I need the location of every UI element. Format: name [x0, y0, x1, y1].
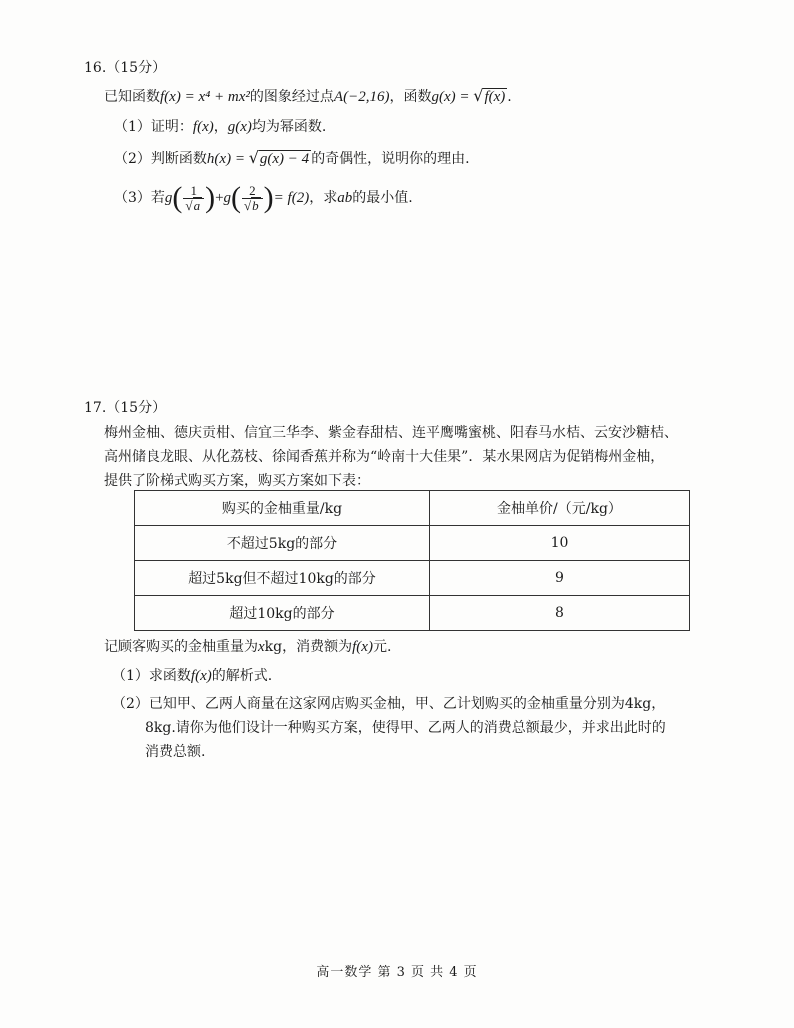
table-row [135, 596, 690, 631]
q16-stem-b: 的图象经过点 [249, 89, 334, 105]
q16-p3-tail: ，求 [309, 190, 338, 206]
q17-after-c: 元. [372, 639, 392, 655]
q16-p3-den1-var: a [193, 197, 201, 213]
q16-point: A(−2,16) [333, 89, 390, 105]
q16-stem-a: 已知函数 [104, 89, 160, 105]
table-cell: 9 [430, 561, 690, 596]
q16-header: 16.（15分） [84, 60, 167, 76]
q16-part2 [114, 148, 470, 169]
q17-after-x: x [258, 639, 265, 655]
q16-p3-g2: g [223, 190, 232, 206]
q17-part2-line1: （2）已知甲、乙两人商量在这家网店购买金柚，甲、乙计划购买的金柚重量分别为4kg， [112, 696, 666, 712]
q17-after-table [104, 637, 391, 657]
sqrt-icon: √ [473, 86, 484, 105]
table-row [135, 561, 690, 596]
q16-p3-g1: g [164, 190, 173, 206]
q16-p3-frac2 [242, 184, 263, 213]
q17-after-a: 记顾客购买的金柚重量为 [104, 639, 258, 655]
q17-part1 [112, 666, 272, 686]
q17-line3: 提供了阶梯式购买方案，购买方案如下表： [104, 473, 370, 489]
q16-p3-eq: = f(2) [273, 190, 310, 206]
q16-p3-den2 [242, 199, 263, 213]
table-cell: 10 [430, 526, 690, 561]
q16-p2-tail: 的奇偶性，说明你的理由. [311, 151, 470, 167]
q17-line1: 梅州金柚、德庆贡柑、信宜三华李、紫金春甜桔、连平鹰嘴蜜桃、阳春马水桔、云安沙糖桔、 [104, 425, 678, 441]
sqrt-icon: √ [244, 197, 252, 213]
table-header-cell: 金柚单价/（元/kg） [430, 491, 690, 526]
q16-g-def: g(x) = [431, 89, 474, 105]
table-cell: 超过10kg的部分 [135, 596, 430, 631]
q16-p1-g: g(x) [227, 119, 252, 135]
table-header-cell: 购买的金柚重量/kg [135, 491, 430, 526]
q17-p1-a: （1）求函数 [112, 668, 191, 684]
q16-stem [104, 86, 512, 107]
q16-p3-label: （3）若 [114, 190, 165, 206]
q16-p1-tail: 均为幂函数. [251, 119, 327, 135]
right-paren-icon: ) [205, 181, 216, 214]
q17-after-f: f(x) [352, 639, 373, 655]
page-footer: 高一数学 第 3 页 共 4 页 [316, 965, 478, 980]
q17-part2-line2: 8kg.请你为他们设计一种购买方案，使得甲、乙两人的消费总额最少，并求出此时的 [145, 720, 666, 736]
q16-p3-end: 的最小值. [352, 190, 413, 206]
table-header-row [135, 491, 690, 526]
sqrt-icon: √ [248, 148, 259, 167]
q16-stem-c: ，函数 [389, 89, 432, 105]
table-row [135, 526, 690, 561]
q16-p2-label: （2）判断函数 [114, 151, 207, 167]
q17-p1-b: 的解析式. [211, 668, 273, 684]
q16-p1-label: （1）证明： [114, 119, 193, 135]
q17-p1-f: f(x) [190, 668, 212, 684]
q16-g-radicand: f(x) [484, 89, 506, 105]
q16-p1-f: f(x) [192, 119, 214, 135]
q16-p2-h: h(x) = [206, 151, 249, 167]
right-paren-icon: ) [263, 181, 274, 214]
table-cell: 不超过5kg的部分 [135, 526, 430, 561]
q16-part1 [114, 117, 326, 137]
q16-p3-plus: + [215, 190, 224, 206]
q17-part2-line3: 消费总额. [145, 744, 206, 760]
q16-stem-d: . [507, 89, 512, 105]
q16-p3-num1: 1 [183, 184, 204, 199]
q17-line2: 高州储良龙眼、从化荔枝、徐闻香蕉并称为“岭南十大佳果”．某水果网店为促销梅州金柚， [104, 449, 665, 465]
q17-header: 17.（15分） [84, 400, 167, 416]
q16-p3-num2: 2 [242, 184, 263, 199]
left-paren-icon: ( [172, 181, 183, 214]
q16-p3-ab: ab [337, 190, 353, 206]
price-table [134, 490, 690, 631]
sqrt-icon: √ [185, 197, 193, 213]
left-paren-icon: ( [231, 181, 242, 214]
q16-p3-frac1 [183, 184, 204, 213]
q16-p3-den2-var: b [252, 197, 259, 213]
q16-p2-radicand: g(x) − 4 [259, 151, 310, 167]
q16-p1-sep: ， [213, 119, 228, 135]
q16-p3-den1 [183, 199, 204, 213]
table-cell: 8 [430, 596, 690, 631]
q16-part3 [114, 176, 413, 220]
table-cell: 超过5kg但不超过10kg的部分 [135, 561, 430, 596]
q17-after-b: kg，消费额为 [264, 639, 353, 655]
q16-f-def: f(x) = x⁴ + mx² [160, 89, 250, 105]
